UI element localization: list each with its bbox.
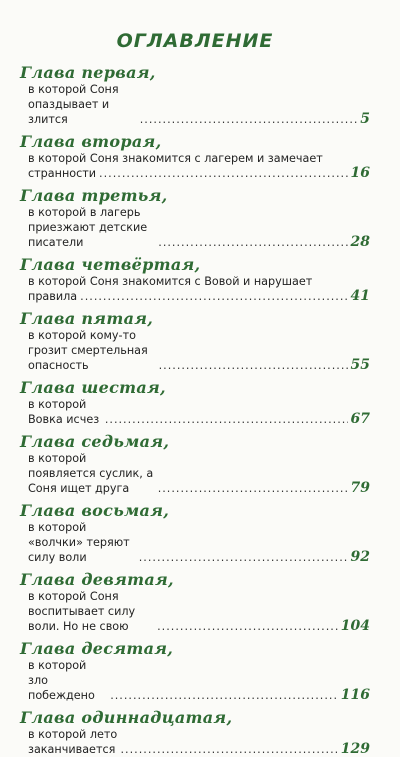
dot-leader: [80, 289, 347, 304]
toc-title: ОГЛАВЛЕНИЕ: [116, 30, 274, 52]
chapter-description: в которой Вовка исчез: [28, 398, 100, 426]
page-number: 104: [340, 618, 370, 634]
chapter-description-row: [20, 589, 370, 634]
toc-entry-1: [20, 64, 370, 127]
chapter-description: в которой кому-то грозит смертельная опасность: [28, 329, 148, 372]
page-number: 129: [340, 741, 370, 757]
chapter-description-line1: в которой Соня знакомится с лагерем и замечает: [28, 152, 323, 165]
toc-entry-10: [20, 640, 370, 703]
dot-leader: [105, 412, 348, 427]
dot-leader: [140, 112, 358, 127]
chapter-description: в которой зло побеждено: [28, 659, 95, 702]
chapter-title: Глава шестая,: [20, 378, 166, 397]
dot-leader: [158, 235, 347, 250]
page-number: 41: [350, 288, 370, 304]
toc-entry-9: [20, 571, 370, 634]
chapter-description-row: [28, 166, 370, 181]
chapter-description-line1: в которой Соня знакомится с Вовой и нарушает: [28, 275, 313, 288]
chapter-description: в которой появляется суслик, а Соня ищет друга: [28, 452, 154, 495]
page-number: 79: [350, 480, 370, 496]
dot-leader: [159, 358, 348, 373]
chapter-title: Глава первая,: [20, 63, 156, 82]
chapter-title: Глава вторая,: [20, 132, 162, 151]
chapter-description-row: [28, 289, 370, 304]
dot-leader: [157, 619, 338, 634]
chapter-title: Глава десятая,: [20, 639, 174, 658]
toc-entry-3: [20, 187, 370, 250]
chapter-title: Глава девятая,: [20, 570, 174, 589]
toc-entry-7: [20, 433, 370, 496]
toc-entry-11: [20, 709, 370, 757]
chapter-description-block: [20, 274, 370, 304]
toc-entry-5: [20, 310, 370, 373]
dot-leader: [139, 550, 348, 565]
toc-entry-2: [20, 133, 370, 181]
dot-leader: [121, 742, 338, 757]
chapter-title: Глава третья,: [20, 186, 168, 205]
chapter-description: в которой Соня опаздывает и злится: [28, 83, 119, 126]
chapter-title: Глава седьмая,: [20, 432, 170, 451]
toc-entry-4: [20, 256, 370, 304]
page-number: 92: [350, 549, 370, 565]
chapter-description-row: [20, 727, 370, 757]
page-number: 28: [350, 234, 370, 250]
chapter-description-row: [20, 205, 370, 250]
page-number: 5: [360, 111, 370, 127]
page-number: 116: [340, 687, 370, 703]
chapter-title: Глава пятая,: [20, 309, 154, 328]
page-number: 55: [350, 357, 370, 373]
chapter-description: правила: [28, 290, 78, 303]
chapter-description-row: [20, 328, 370, 373]
chapter-description: в которой «волчки» теряют силу воли: [28, 521, 130, 564]
dot-leader: [110, 688, 338, 703]
chapter-description-row: [20, 520, 370, 565]
dot-leader: [158, 481, 348, 496]
chapter-description: в которой Соня воспитывает силу воли. Но не свою: [28, 590, 136, 633]
chapter-description: странности: [28, 167, 97, 180]
page-number: 16: [350, 165, 370, 181]
chapter-description: в которой в лагерь приезжают детские писатели: [28, 206, 148, 249]
chapter-description-row: [20, 451, 370, 496]
chapter-title: Глава одиннадцатая,: [20, 708, 233, 727]
chapter-description-row: [20, 658, 370, 703]
chapter-title: Глава четвёртая,: [20, 255, 201, 274]
chapter-description: в которой лето заканчивается: [28, 728, 118, 756]
chapter-description-row: [20, 397, 370, 427]
toc-entry-8: [20, 502, 370, 565]
dot-leader: [99, 166, 347, 181]
toc-entry-6: [20, 379, 370, 427]
chapter-description-block: [20, 151, 370, 181]
page-number: 67: [350, 411, 370, 427]
chapter-description-row: [20, 82, 370, 127]
chapter-title: Глава восьмая,: [20, 501, 170, 520]
